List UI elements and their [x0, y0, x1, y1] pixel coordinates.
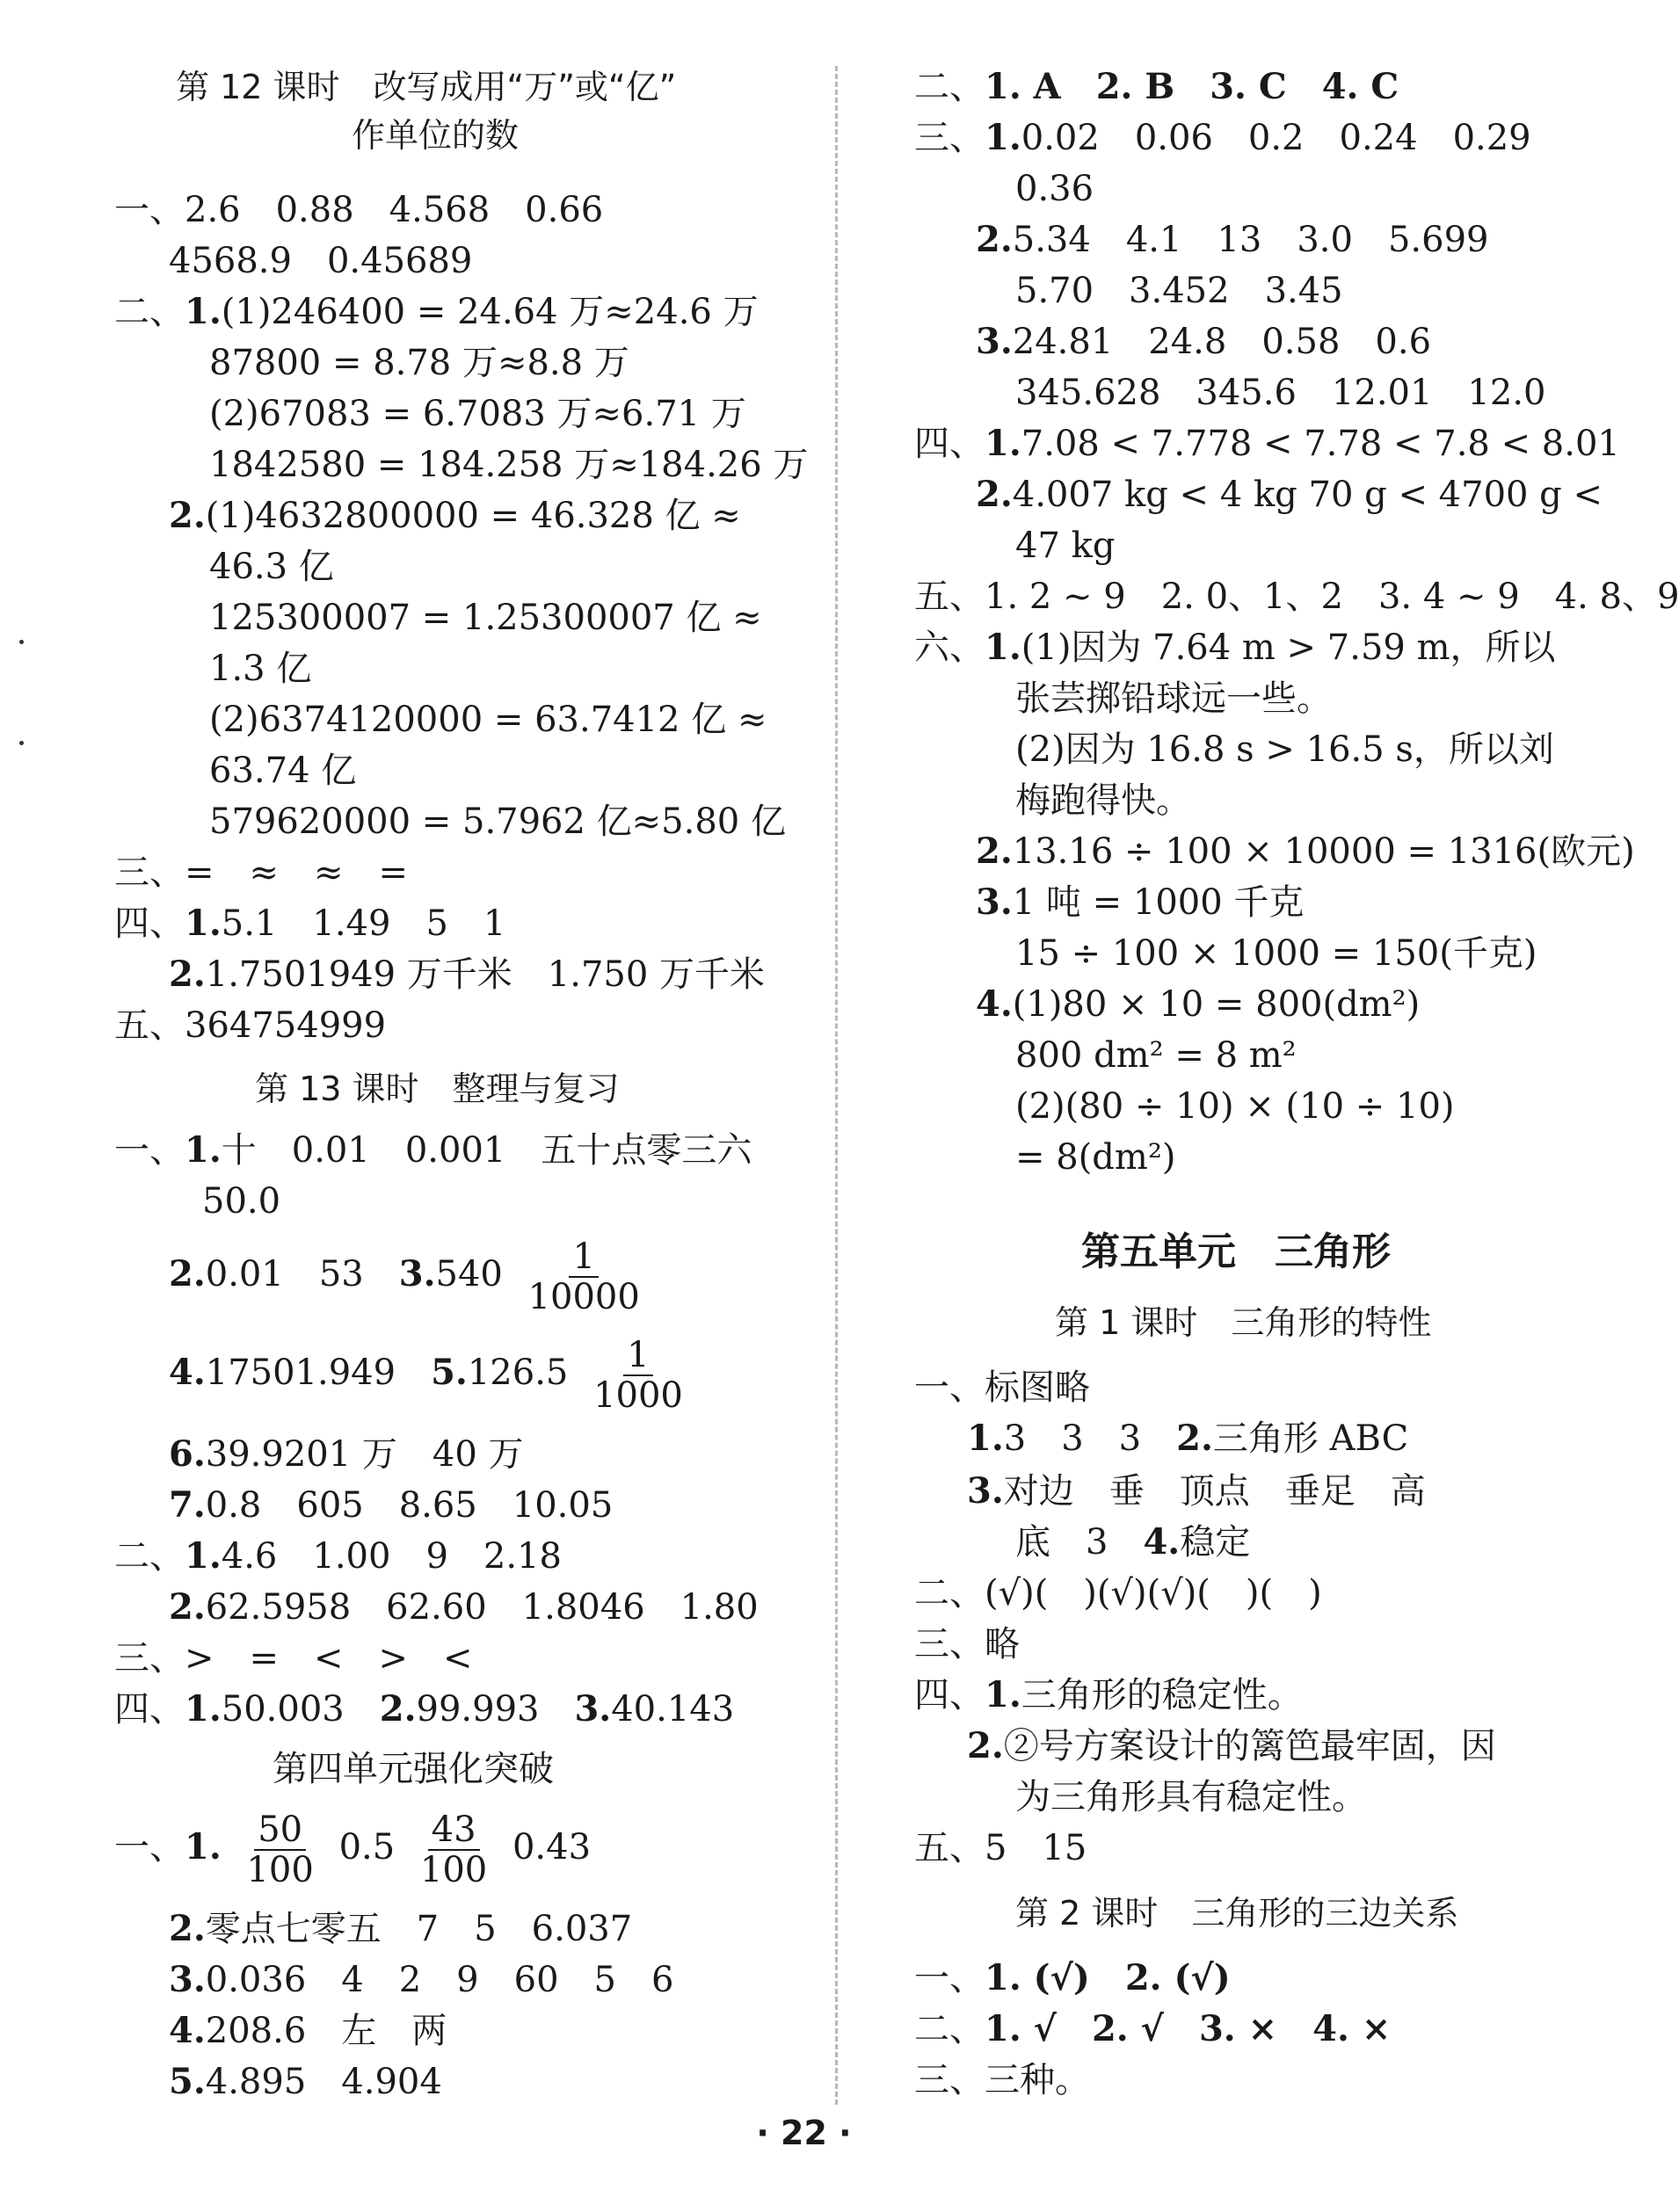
item-number: 1.: [967, 1418, 1004, 1459]
answer-text: 1. 2 ~ 9 2. 0、1、2 3. 4 ~ 9 4. 8、9: [985, 577, 1679, 617]
item-number: 4.: [1143, 1521, 1181, 1563]
answer-line: [169, 1955, 673, 2005]
section-prefix: 一、: [114, 1827, 185, 1868]
fraction: [525, 1237, 643, 1316]
answer-line: [169, 1480, 613, 1531]
item-number: 2.: [976, 474, 1013, 515]
answer-line: 345.628 345.6 12.01 12.0: [1015, 373, 1546, 413]
item-number: 1.: [985, 1674, 1021, 1715]
answer-text: ②号方案设计的篱笆最牢固，因: [1003, 1726, 1496, 1766]
item-number: 2.: [169, 1586, 206, 1628]
answer-line: [914, 622, 1556, 673]
answer-line: [914, 418, 1620, 469]
answer-line: [976, 316, 1431, 367]
unit-5-lesson-1-title: 第 1 课时 三角形的特性: [1055, 1303, 1432, 1342]
item-number: 1.: [185, 1535, 222, 1577]
answer-text: 底 3: [1015, 1522, 1108, 1563]
answer-text: 17501.949: [205, 1353, 396, 1393]
answer-text: 50.003: [221, 1689, 345, 1730]
item-number: 5.: [169, 2061, 206, 2102]
section-prefix: 二、: [914, 2009, 985, 2049]
answer-line: [967, 1721, 1496, 1772]
answer-line: 15 ÷ 100 × 1000 = 150(千克): [1015, 933, 1537, 974]
answer-line: [114, 1531, 562, 1582]
answer-text: 1. A 2. B 3. C 4. C: [985, 66, 1399, 107]
item-number: 1.: [185, 903, 222, 944]
item-number: 3.: [976, 881, 1013, 923]
item-number: 5.: [431, 1352, 468, 1393]
section-prefix: 一、: [114, 1130, 185, 1171]
answer-text: 3 3 3: [1003, 1418, 1142, 1459]
scan-mark: [19, 741, 24, 745]
answer-text: 零点七零五 7 5 6.037: [205, 1909, 633, 1949]
numerator: 50: [254, 1810, 306, 1851]
section-prefix: 四、: [114, 1689, 185, 1730]
answer-line: [169, 1329, 697, 1417]
section-prefix: 二、: [914, 67, 985, 107]
answer-text: (1)246400 = 24.64 万≈24.6 万: [221, 292, 759, 332]
answer-line: [114, 1803, 591, 1891]
answer-line: 张芸掷铅球远一些。: [1015, 678, 1332, 719]
answer-line: 63.74 亿: [209, 751, 357, 791]
answer-text: 1 吨 = 1000 千克: [1012, 882, 1305, 923]
item-number: 1.: [185, 1688, 222, 1730]
unit-5-title: 第五单元 三角形: [1081, 1229, 1391, 1274]
lesson-13-title: 第 13 课时 整理与复习: [255, 1070, 620, 1108]
answer-line: 五、5 15: [914, 1828, 1087, 1868]
answer-line: 五、364754999: [114, 1005, 387, 1046]
item-number: 1.: [985, 117, 1021, 158]
denominator: 100: [246, 1850, 314, 1890]
answer-line: [169, 2005, 447, 2056]
answer-line: 800 dm² = 8 m²: [1015, 1035, 1297, 1076]
answer-text: 4.6 1.00 9 2.18: [221, 1536, 562, 1577]
item-number: 3.: [574, 1688, 612, 1730]
answer-text: 1.7501949 万千米 1.750 万千米: [205, 954, 766, 995]
item-number: 1.: [185, 291, 222, 332]
answer-text: 39.9201 万 40 万: [205, 1434, 524, 1475]
denominator: 1000: [593, 1375, 683, 1416]
answer-line: [976, 826, 1635, 877]
item-number: 1.: [985, 627, 1021, 668]
item-number: 4.: [976, 983, 1013, 1025]
item-number: 2.: [976, 830, 1013, 872]
answer-line: [169, 490, 741, 541]
answer-text: 1. (√) 2. (√): [985, 1957, 1231, 1998]
answer-text: 0.01 53: [205, 1254, 364, 1295]
answer-line: 47 kg: [1015, 526, 1116, 566]
answer-line: [976, 877, 1304, 928]
item-number: 2.: [379, 1688, 417, 1730]
answer-text: 4.895 4.904: [205, 2062, 442, 2102]
answer-line: 5.70 3.452 3.45: [1015, 271, 1343, 311]
answer-line: 二、(√)( )(√)(√)( )( ): [914, 1573, 1322, 1614]
answer-line: 579620000 = 5.7962 亿≈5.80 亿: [209, 801, 786, 842]
section-prefix: 四、: [114, 903, 185, 944]
answer-text: 208.6 左 两: [205, 2011, 447, 2051]
answer-text: 0.43: [512, 1827, 592, 1868]
answer-line: 三、三种。: [914, 2060, 1090, 2100]
answer-line: 三、> = < > <: [114, 1638, 473, 1679]
answer-line: [914, 1670, 1303, 1721]
item-number: 1.: [985, 423, 1021, 464]
answer-text: 4.007 kg < 4 kg 70 g < 4700 g <: [1012, 475, 1603, 515]
item-number: 7.: [169, 1484, 206, 1526]
answer-text: 十 0.01 0.001 五十点零三六: [221, 1130, 752, 1171]
item-number: 1.: [185, 1129, 222, 1171]
section-prefix: 二、: [114, 292, 185, 332]
answer-line: [114, 1684, 734, 1735]
answer-line: 为三角形具有稳定性。: [1015, 1777, 1367, 1817]
answer-line: [914, 112, 1531, 163]
answer-text: 7.08 < 7.778 < 7.78 < 7.8 < 8.01: [1021, 424, 1620, 464]
item-number: 2.: [169, 954, 206, 995]
numerator: 1: [569, 1237, 598, 1278]
answer-line: [114, 898, 505, 949]
answer-line: [967, 1466, 1426, 1517]
numerator: 43: [428, 1810, 480, 1851]
scan-mark: [19, 640, 24, 644]
item-number: 2.: [169, 1908, 206, 1949]
answer-line: [114, 1125, 752, 1176]
section-prefix: 六、: [914, 627, 985, 668]
unit-4-review-title: 第四单元强化突破: [273, 1749, 554, 1789]
answer-text: 24.81 24.8 0.58 0.6: [1012, 322, 1432, 362]
answer-line: 50.0: [202, 1181, 281, 1222]
answer-line: [914, 62, 1399, 112]
answer-line: [914, 2004, 1391, 2055]
answer-text: (1)4632800000 = 46.328 亿 ≈: [205, 496, 741, 536]
answer-text: 0.036 4 2 9 60 5 6: [205, 1960, 674, 2000]
answer-line: 46.3 亿: [209, 547, 334, 587]
item-number: 2.: [1176, 1418, 1213, 1459]
item-number: 4.: [169, 2010, 206, 2051]
answer-line: 1.3 亿: [209, 649, 312, 689]
unit-5-lesson-2-title: 第 2 课时 三角形的三边关系: [1015, 1894, 1459, 1933]
answer-text: 对边 垂 顶点 垂足 高: [1003, 1471, 1426, 1512]
fraction: [417, 1810, 491, 1889]
answer-text: 540: [435, 1254, 503, 1295]
answer-text: 稳定: [1180, 1522, 1251, 1563]
answer-line: [967, 1413, 1408, 1464]
answer-line: 125300007 = 1.25300007 亿 ≈: [209, 598, 762, 638]
answer-text: (1)因为 7.64 m > 7.59 m，所以: [1021, 627, 1556, 668]
answer-text: 5.34 4.1 13 3.0 5.699: [1012, 220, 1489, 260]
answer-line: (2)(80 ÷ 10) × (10 ÷ 10): [1015, 1086, 1455, 1127]
numerator: 1: [623, 1336, 652, 1376]
fraction: [590, 1336, 687, 1415]
answer-line: 0.36: [1015, 169, 1094, 209]
item-number: 3.: [976, 321, 1013, 362]
answer-line: [914, 571, 1679, 622]
answer-line: [1015, 1517, 1250, 1568]
answer-line: [169, 1904, 632, 1955]
answer-line: (2)6374120000 = 63.7412 亿 ≈: [209, 700, 767, 740]
section-prefix: 四、: [914, 424, 985, 464]
answer-line: 梅跑得快。: [1015, 780, 1191, 821]
answer-line: [169, 2056, 442, 2107]
section-prefix: 一、: [914, 1958, 985, 1998]
answer-line: (2)67083 = 6.7083 万≈6.71 万: [209, 394, 746, 434]
item-number: 2.: [169, 1253, 206, 1295]
lesson-12-title-cont: 作单位的数: [352, 116, 520, 155]
answer-line: [169, 949, 765, 1000]
answer-text: 三角形的稳定性。: [1021, 1675, 1303, 1715]
answer-line: 一、2.6 0.88 4.568 0.66: [114, 190, 604, 230]
answer-text: 62.5958 62.60 1.8046 1.80: [205, 1587, 759, 1628]
answer-line: [169, 1429, 524, 1480]
item-number: 6.: [169, 1433, 206, 1475]
lesson-12-title: 第 12 课时 改写成用“万”或“亿”: [176, 68, 677, 106]
answer-line: 一、标图略: [914, 1367, 1090, 1408]
item-number: 3.: [169, 1959, 206, 2000]
item-number: 2.: [169, 495, 206, 536]
page-number: · 22 ·: [756, 2114, 852, 2152]
answer-text: 1. √ 2. √ 3. × 4. ×: [985, 2008, 1392, 2049]
answer-line: [976, 214, 1488, 265]
item-number: 2.: [976, 219, 1013, 260]
denominator: 10000: [527, 1277, 640, 1317]
answer-line: [169, 1582, 759, 1633]
denominator: 100: [419, 1850, 488, 1890]
answer-text: 三角形 ABC: [1212, 1418, 1409, 1459]
answer-line: 87800 = 8.78 万≈8.8 万: [209, 343, 629, 383]
answer-text: 126.5: [467, 1353, 569, 1393]
item-number: 3.: [967, 1470, 1004, 1512]
answer-line: [976, 469, 1603, 520]
section-prefix: 五、: [914, 577, 985, 617]
answer-line: 4568.9 0.45689: [169, 241, 473, 281]
answer-text: (1)80 × 10 = 800(dm²): [1012, 984, 1421, 1025]
answer-line: [976, 979, 1420, 1030]
item-number: 3.: [398, 1253, 436, 1295]
column-divider: [835, 66, 838, 2105]
answer-line: [169, 1230, 654, 1318]
section-prefix: 四、: [914, 1675, 985, 1715]
answer-line: (2)因为 16.8 s > 16.5 s，所以刘: [1015, 729, 1554, 770]
answer-line: 1842580 = 184.258 万≈184.26 万: [209, 445, 809, 485]
section-prefix: 三、: [914, 118, 985, 158]
answer-line: = 8(dm²): [1015, 1137, 1176, 1178]
answer-line: 三、略: [914, 1624, 1020, 1664]
answer-line: 三、= ≈ ≈ =: [114, 852, 409, 893]
answer-line: [114, 286, 759, 337]
answer-text: 13.16 ÷ 100 × 10000 = 1316(欧元): [1012, 831, 1635, 872]
answer-text: 5.1 1.49 5 1: [221, 903, 506, 944]
section-prefix: 二、: [114, 1536, 185, 1577]
answer-text: 0.8 605 8.65 10.05: [205, 1485, 614, 1526]
item-number: 2.: [967, 1725, 1004, 1766]
answer-text: 40.143: [611, 1689, 735, 1730]
answer-text: 0.5: [338, 1827, 396, 1868]
answer-text: 99.993: [416, 1689, 540, 1730]
answer-text: 0.02 0.06 0.2 0.24 0.29: [1021, 118, 1531, 158]
answer-line: [914, 1953, 1231, 2004]
fraction: [243, 1810, 316, 1889]
item-number: 1.: [185, 1826, 222, 1868]
item-number: 4.: [169, 1352, 206, 1393]
